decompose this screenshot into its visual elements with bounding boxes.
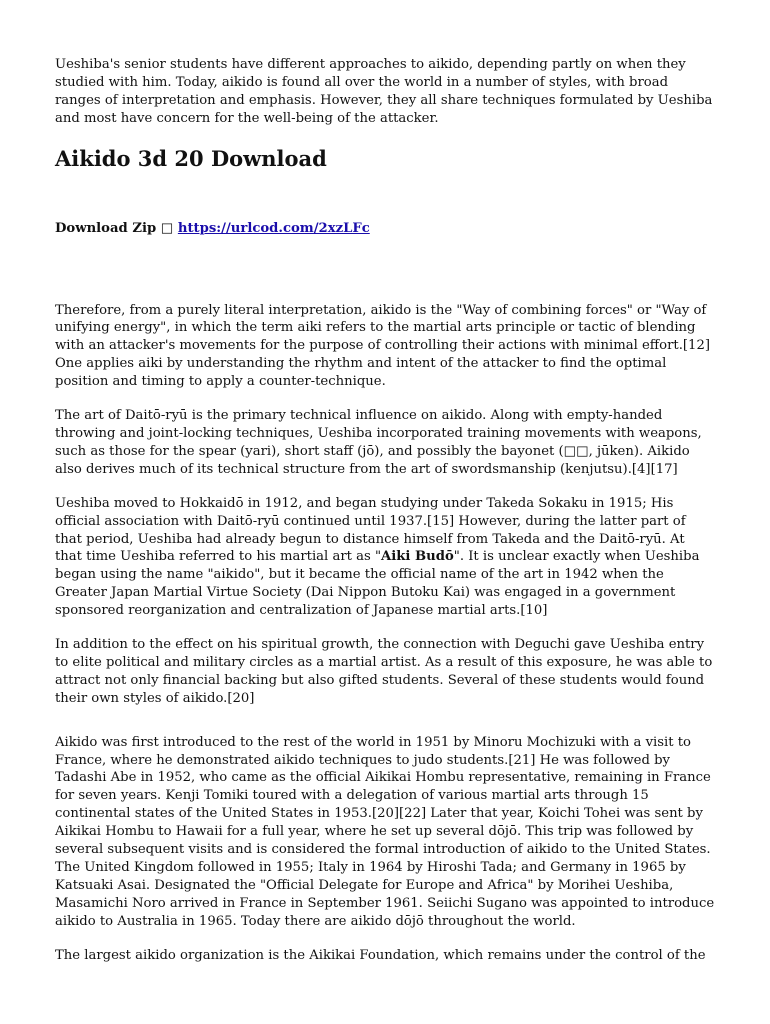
- paragraph-hokkaido-part2: ". It is unclear exactly when Ueshiba began using the name "aikido", but it became the official name of the art in 1942 when the Greater Japan Martial Virtue Society (Dai Nippon Butoku Kai) was engaged in a government sponsored reorganization and centralization of Japanese martial arts.[10]: [55, 549, 700, 619]
- paragraph-aikikai: The largest aikido organization is the Aikikai Foundation, which remains under the control of the: [55, 947, 706, 963]
- download-glyph-icon: □: [160, 220, 174, 236]
- paragraph-hokkaido-part1: Ueshiba moved to Hokkaidō in 1912, and began studying under Takeda Sokaku in 1915; His official association with Daitō-ryū continued until 1937.[15] However, during the latter part of that period, Ueshiba had already begun to distance himself from Takeda and the Daitō-ryū. At that time Ueshiba referred to his martial art as ": [55, 495, 686, 565]
- download-line: [55, 220, 715, 238]
- download-link[interactable]: https://urlcod.com/2xzLFc: [177, 220, 370, 236]
- paragraph-worldwide: Aikido was first introduced to the rest of the world in 1951 by Minoru Mochizuki with a visit to France, where he demonstrated aikido techniques to judo students.[21] He was followed by Tadashi Abe in 1952, who came as the official Aikikai Hombu representative, remaining in France for seven years. Kenji Tomiki toured with a delegation of various martial arts through 15 continental states of the United States in 1953.[20][22] Later that year, Koichi Tohei was sent by Aikikai Hombu to Hawaii for a full year, where he set up several dōjō. This trip was followed by several subsequent visits and is considered the formal introduction of aikido to the United States. The United Kingdom followed in 1955; Italy in 1964 by Hiroshi Tada; and Germany in 1965 by Katsuaki Asai. Designated the "Official Delegate for Europe and Africa" by Morihei Ueshiba, Masamichi Noro arrived in France in September 1961. Seiichi Sugano was appointed to introduce aikido to Australia in 1965. Today there are aikido dōjō throughout the world.: [55, 734, 715, 929]
- paragraph-daito-ryu: The art of Daitō-ryū is the primary technical influence on aikido. Along with empty-handed throwing and joint-locking techniques, Ueshiba incorporated training movements with weapons, such as those for the spear (yari), short staff (jō), and possibly the bayonet (□□, jūken). Aikido also derives much of its technical structure from the art of swordsmanship (kenjutsu).[4][17]: [55, 408, 702, 477]
- download-label: Download Zip: [55, 220, 157, 236]
- intro-paragraph: Ueshiba's senior students have different approaches to aikido, depending partly on when they studied with him. Today, aikido is found all over the world in a number of styles, with broad ranges of interpretation and emphasis. However, they all share techniques formulated by Ueshiba and most have concern for the well-being of the attacker.: [55, 57, 713, 126]
- document-page: [55, 56, 715, 965]
- paragraph-deguchi: In addition to the effect on his spiritual growth, the connection with Deguchi gave Ueshiba entry to elite political and military circles as a martial artist. As a result of this exposure, he was able to attract not only financial backing but also gifted students. Several of these students would found their own styles of aikido.[20]: [55, 637, 713, 706]
- aiki-budo-bold: Aiki Budō: [381, 549, 454, 565]
- paragraph-hokkaido: [55, 495, 715, 620]
- paragraph-literal-interpretation: Therefore, from a purely literal interpretation, aikido is the "Way of combining forces" or "Way of unifying energy", in which the term aiki refers to the martial arts principle or tactic of blending with an attacker's movements for the purpose of controlling their actions with minimal effort.[12] One applies aiki by understanding the rhythm and intent of the attacker to find the optimal position and timing to apply a counter-technique.: [55, 302, 710, 390]
- page-title: Aikido 3d 20 Download: [55, 145, 327, 171]
